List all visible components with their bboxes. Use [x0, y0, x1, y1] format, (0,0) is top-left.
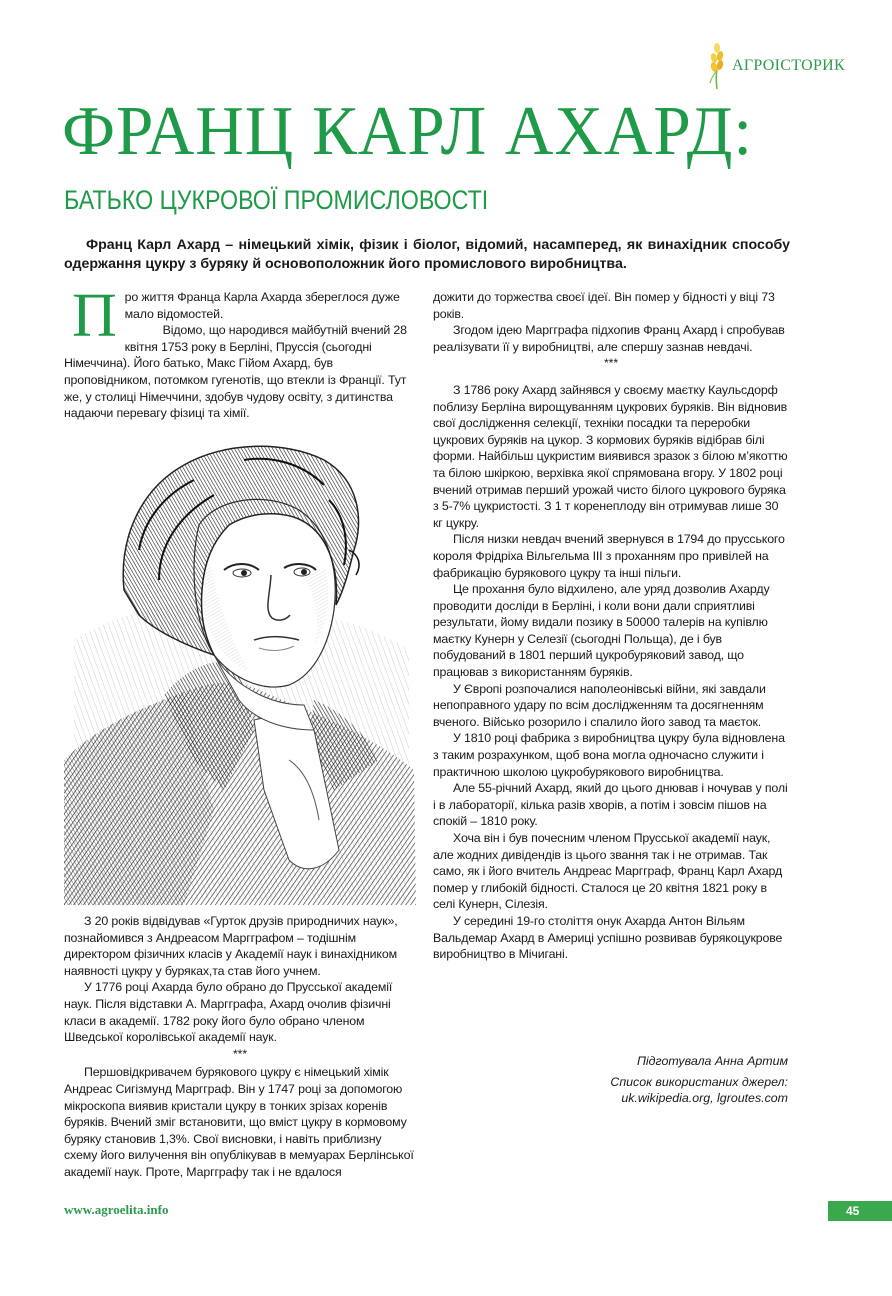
portrait-engraving	[64, 430, 416, 905]
paragraph: Хоча він і був почесним членом Прусської академії наук, але жодних дивідендів із цього звання так і не отримав. Так само, як і його вчитель Андреас Маргграф, Франц Карл Ахард помер у глибокій бідності. Сталося це 20 квітня 1821 року в селі Кунерн, Сілезія.	[433, 831, 783, 912]
sources-list: uk.wikipedia.org, lgroutes.com	[621, 1091, 788, 1106]
section-label: АГРОІСТОРИК	[732, 57, 845, 74]
paragraph: Першовідкривачем бурякового цукру є німецький хімік Андреас Сигізмунд Маргграф. Він у 1747 році за допомогою мікроскопа виявив кристали цукру в тонких зрізах коренів буряків. Вчений зміг встановити, що вміст цукру в кормовому буряку становив 1,3%. Свої висновки, і навіть приблизну схему його вилучення він опублікував в мемуарах Берлінської академії наук. Проте, Маргграфу так і не вдалося	[64, 1065, 414, 1179]
paragraph: У 1776 році Ахарда було обрано до Прусської академії наук. Після відставки А. Маргграфа, Ахард очолив фізичні класи в академії. 1782 року його було обрано членом Шведської королівської академії наук.	[64, 980, 393, 1045]
paragraph: Згодом ідею Маргграфа підхопив Франц Ахард і спробував реалізувати її у виробництві, але спершу зазнав невдачі.	[433, 323, 785, 354]
portrait-illustration	[64, 430, 416, 905]
paragraph: У Європі розпочалися наполеонівські війни, які завдали непоправного удару по всім дослідженням та досягненням вченого. Військо розорило і спалило його завод та маєток.	[433, 681, 766, 729]
wheat-ear-icon	[708, 41, 726, 91]
author-credit: Підготувала Анна Артим	[636, 1054, 788, 1068]
paragraph: Відомо, що народився майбутній вчений 28 квітня 1753 року в Берліні, Пруссія (сьогодні Німеччина). Його батько, Макс Гійом Ахард, був проповідником, потомком гугенотів, що втекли із Франції. Тут же, у столиці Німеччини, здобув чудову освіту, з дитинства надаючи перевагу фізиці та хімії.	[64, 323, 407, 421]
paragraph: Після низки невдач вчений звернувся в 1794 до прусського короля Фрідріха Вільгельма ІІІ з проханням про привілей на фабрикацію бурякового цукру та інші пільги.	[433, 532, 785, 580]
column-1-continued	[64, 913, 416, 1181]
section-separator: ***	[603, 356, 619, 371]
paragraph: У середині 19-го століття онук Ахарда Антон Вільям Вальдемар Ахард в Америці успішно розвивав бурякоцукрове виробництво в Мічигані.	[433, 913, 783, 962]
paragraph: ро життя Франца Карла Ахарда збереглося дуже мало відомостей.	[124, 290, 400, 321]
page-number-badge: 45	[828, 1201, 892, 1221]
lead-paragraph: Франц Карл Ахард – німецький хімік, фізик і біолог, відомий, насамперед, як винахідник способу одержання цукру з буряку й основоположник його промислового виробництва.	[64, 237, 790, 272]
sources-label: Список використаних джерел:	[610, 1074, 788, 1089]
section-separator: ***	[232, 1046, 248, 1061]
column-2	[433, 289, 789, 963]
section-brand	[708, 40, 845, 92]
paragraph: Але 55-річний Ахард, який до цього днював і ночував у полі і в лабораторії, кілька разів хворів, а потім і зовсім пішов на спокій – 1810 року.	[433, 781, 788, 829]
credits	[560, 1053, 788, 1111]
drop-cap: П	[72, 282, 117, 350]
article-title: ФРАНЦ КАРЛ АХАРД:	[62, 93, 754, 170]
article-subtitle: БАТЬКО ЦУКРОВОЇ ПРОМИСЛОВОСТІ	[64, 185, 489, 215]
paragraph: У 1810 році фабрика з виробництва цукру була відновлена з таким розрахунком, щоб вона могла одночасно служити і практичною школою цукробурякового виробництва.	[433, 731, 785, 779]
paragraph: дожити до торжества своєї ідеї. Він помер у бідності у віці 73 років.	[433, 290, 775, 321]
paragraph: Це прохання було відхилено, але уряд дозволив Ахарду проводити досліди в Берліні, і коли вони дали сприятливі результати, йому видали позику в 50000 талерів на купівлю маєтку Кунерн у Селезії (сьогодні Польща), де і був побудований в 1801 перший цукробуряковий завод, що працював з використанням буряків.	[433, 582, 770, 680]
paragraph: З 20 років відвідував «Гурток друзів природничих наук», познайомився з Андреасом Маргграфом – тодішнім директором фізичних класів у Академії наук і винахідником наявності цукру у буряках,та став його учнем.	[64, 914, 398, 978]
column-1-intro	[64, 282, 416, 422]
paragraph: З 1786 року Ахард зайнявся у своєму маєтку Каульсдорф поблизу Берліна вирощуванням цукрових буряків. Він відновив свої дослідження селекції, техніки посадки та переробки цукрових буряків на цукор. З кормових буряків відібрав білі форми. Найбільш цукристим виявився зразок з білою м’якоттю та білою шкіркою, верхівка якої спрямована вгору. У 1802 році вчений отримав перший урожай чисто білого цукрового буряка з 5-7% цукристості. З 1 т коренеплоду він отримував лише 30 кг цукру.	[433, 382, 788, 530]
website-link[interactable]: www.agroelita.info	[64, 1202, 169, 1217]
